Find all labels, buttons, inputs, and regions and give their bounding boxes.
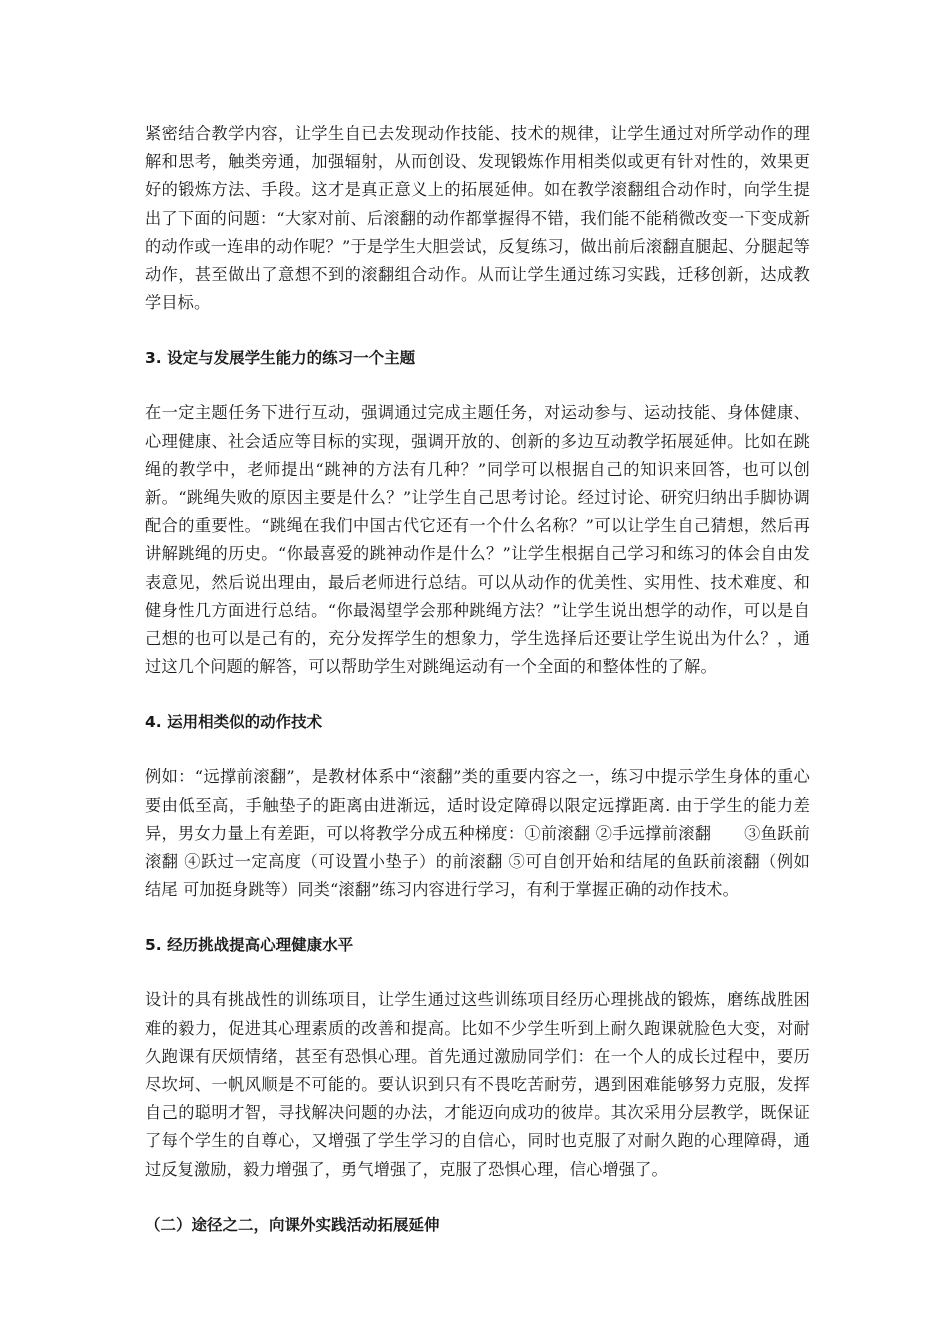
section-heading-part-2: （二）途径之二，向课外实践活动拓展延伸 [145,1215,440,1234]
paragraph-section-4: 例如：“远撑前滚翻”，是教材体系中“滚翻”类的重要内容之一，练习中提示学生身体的重心要由低至高，手触垫子的距离由进渐远，适时设定障碍以限定远撑距离. 由于学生的能力差异，男女力量上有差距，可以将教学分成五种梯度：①前滚翻 ②手远撑前滚翻 ③鱼跃前滚翻 ④跃过一定高度（可设置小垫子）的前滚翻 ⑤可自创开始和结尾的鱼跃前滚翻（例如 结尾 可加挺身跳等）同类“滚翻”练习内容进行学习，有利于掌握正确的动作技术。 [145,767,810,900]
spacer [145,681,810,708]
spacer [145,904,810,931]
paragraph-section-3: 在一定主题任务下进行互动，强调通过完成主题任务，对运动参与、运动技能、身体健康、心理健康、社会适应等目标的实现，强调开放的、创新的多边互动教学拓展延伸。比如在跳绳的教学中，老师提出“跳神的方法有几种？”同学可以根据自己的知识来回答，也可以创新。“跳绳失败的原因主要是什么？”让学生自己思考讨论。经过讨论、研究归纳出手脚协调配合的重要性。“跳绳在我们中国古代它还有一个什么名称？”可以让学生自己猜想，然后再讲解跳绳的历史。“你最喜爱的跳神动作是什么？”让学生根据自己学习和练习的体会自由发表意见，然后说出理由，最后老师进行总结。可以从动作的优美性、实用性、技术难度、和健身性几方面进行总结。“你最渴望学会那种跳绳方法？”让学生说出想学的动作，可以是自己想的也可以是己有的，充分发挥学生的想象力，学生选择后还要让学生说出为什么？，通过这几个问题的解答，可以帮助学生对跳绳运动有一个全面的和整体性的了解。 [145,403,810,677]
section-heading-3: 3. 设定与发展学生能力的练习一个主题 [145,349,416,368]
spacer [145,317,810,344]
spacer [145,372,810,399]
document-page [145,120,810,1239]
section-heading-5: 5. 经历挑战提高心理健康水平 [145,936,354,955]
paragraph-intro: 紧密结合教学内容，让学生自已去发现动作技能、技术的规律，让学生通过对所学动作的理解和思考，触类旁通，加强辐射，从而创设、发现锻炼作用相类似或更有针对性的，效果更好的锻炼方法、手段。这才是真正意义上的拓展延伸。如在教学滚翻组合动作时，向学生提出了下面的问题：“大家对前、后滚翻的动作都掌握得不错，我们能不能稍微改变一下变成新的动作或一连串的动作呢？”于是学生大胆尝试，反复练习，做出前后滚翻直腿起、分腿起等动作，甚至做出了意想不到的滚翻组合动作。从而让学生通过练习实践，迁移创新，达成教学目标。 [145,124,810,313]
spacer [145,959,810,986]
paragraph-section-5: 设计的具有挑战性的训练项目，让学生通过这些训练项目经历心理挑战的锻炼，磨练战胜困难的毅力，促进其心理素质的改善和提高。比如不少学生听到上耐久跑课就脸色大变，对耐久跑课有厌烦情绪，甚至有恐惧心理。首先通过激励同学们：在一个人的成长过程中，要历尽坎坷、一帆风顺是不可能的。要认识到只有不畏吃苦耐劳，遇到困难能够努力克服，发挥自己的聪明才智，寻找解决问题的办法，才能迈向成功的彼岸。其次采用分层教学，既保证了每个学生的自尊心，又增强了学生学习的自信心，同时也克服了对耐久跑的心理障碍，通过反复激励，毅力增强了，勇气增强了，克服了恐惧心理，信心增强了。 [145,990,810,1179]
section-heading-4: 4. 运用相类似的动作技术 [145,713,323,732]
spacer [145,736,810,763]
spacer [145,1184,810,1211]
